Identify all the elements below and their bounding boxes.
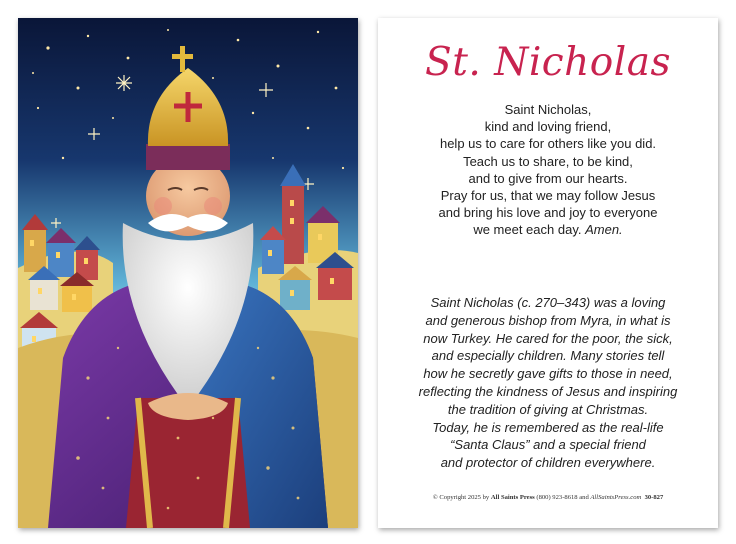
- bio-line: and especially children. Many stories tell: [431, 348, 665, 364]
- card-title: St. Nicholas: [425, 40, 671, 85]
- bio-line: how he secretly gave gifts to those in need,: [423, 366, 673, 382]
- prayer-line: Saint Nicholas,: [504, 102, 592, 117]
- bio-line: reflecting the kindness of Jesus and inspiring: [418, 383, 678, 399]
- bio-line: and generous bishop from Myra, in what is: [425, 312, 671, 328]
- prayer-line: kind and loving friend,: [484, 119, 612, 135]
- prayer-line: Teach us to share, to be kind,: [463, 153, 633, 169]
- bio-line: Today, he is remembered as the real-life: [432, 419, 664, 435]
- card-back: [378, 18, 718, 528]
- st-nicholas-illustration: [18, 18, 358, 528]
- prayer-last-line: [378, 221, 718, 238]
- prayer-line: and to give from our hearts.: [468, 170, 628, 186]
- biography-text: [378, 294, 718, 472]
- copyright-footer: [378, 494, 718, 501]
- prayer-text: [378, 101, 718, 239]
- bio-line: “Santa Claus” and a special friend: [450, 437, 646, 453]
- prayer-line-text: we meet each day.: [473, 222, 582, 238]
- prayer-amen: Amen.: [585, 222, 623, 238]
- publisher-phone: (800) 923-8618 and: [536, 494, 589, 501]
- prayer-line: Pray for us, that we may follow Jesus: [440, 188, 656, 204]
- product-code: 30-827: [644, 494, 664, 501]
- publisher-name: All Saints Press: [490, 494, 535, 501]
- copyright-text: © Copyright 2025 by: [432, 494, 490, 501]
- publisher-website: AllSaintsPress.com: [590, 494, 642, 501]
- prayer-line: help us to care for others like you did.: [439, 136, 657, 152]
- bio-line: now Turkey. He cared for the poor, the sick,: [423, 330, 673, 346]
- card-front: [18, 18, 358, 528]
- bio-line: the tradition of giving at Christmas.: [447, 401, 649, 417]
- bio-line: Saint Nicholas (c. 270–343) was a loving: [430, 295, 666, 310]
- bio-line: and protector of children everywhere.: [440, 455, 656, 471]
- prayer-line: and bring his love and joy to everyone: [438, 205, 658, 221]
